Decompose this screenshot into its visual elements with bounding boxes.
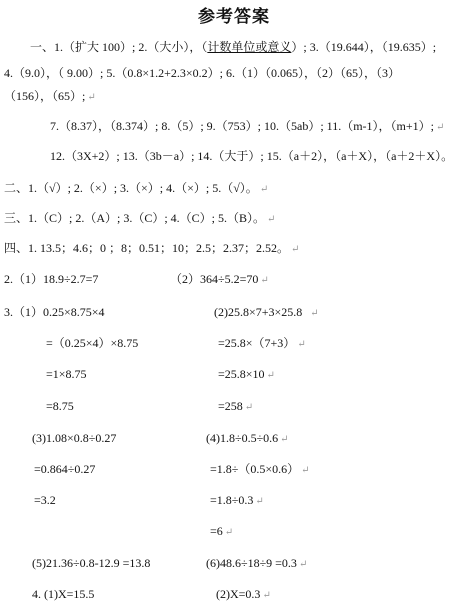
s4-line-2b-text: （2）364÷5.2=70	[170, 272, 259, 286]
s1-line-3	[4, 89, 96, 105]
calc-4-step-4-text: =6	[210, 524, 223, 538]
calc-4-step-1	[206, 431, 289, 447]
return-mark-icon: ↵	[87, 92, 96, 103]
calc-1-step-3: =1×8.75	[46, 367, 87, 381]
s1-line-4	[50, 119, 444, 135]
s4-line-1	[4, 241, 299, 257]
s4-line-2b	[170, 272, 269, 288]
calc-3-step-2: =0.864÷0.27	[34, 462, 96, 476]
s3-text: 三、1.（C）; 2.（A）; 3.（C）; 4.（C）; 5.（B）。	[4, 211, 266, 225]
s4-line-2a-text: 2.（1）18.9÷2.7=7	[4, 272, 99, 286]
s1-line-1-part-a: 一、1.（扩大 100）; 2.（大小），（	[30, 40, 208, 54]
calc-2-step-4-text: =258	[218, 399, 243, 413]
calc-5-line: (5)21.36÷0.8-12.9 =13.8	[32, 556, 151, 570]
calc-6-line	[206, 556, 307, 572]
calc-1-step-4: =8.75	[46, 399, 74, 413]
s1-line-1	[30, 40, 436, 54]
calc-1-step-1: 3.（1）0.25×8.75×4	[4, 305, 105, 319]
calc-2-step-4	[218, 399, 253, 415]
equation-1-line: 4. (1)X=15.5	[32, 587, 95, 601]
s1-line-1-underlined: 计数单位或意义	[207, 40, 292, 54]
calc-2-step-2-text: =25.8×（7+3）	[218, 336, 296, 350]
calc-2-step-3	[218, 367, 275, 383]
return-mark-icon: ↵	[262, 590, 271, 601]
return-mark-icon: ↵	[255, 496, 264, 507]
calc-3-step-3: =3.2	[34, 493, 56, 507]
s1-line-5-text: 12.（3X+2）; 13.（3b－a）; 14.（大于）; 15.（a＋2），（a＋X），（a＋2＋X）。	[50, 149, 454, 163]
s1-line-2	[4, 66, 400, 80]
equation-2-line	[216, 587, 271, 603]
calc-4-step-2	[210, 462, 310, 478]
s2-line	[4, 181, 268, 197]
calc-4-step-1-text: (4)1.8÷0.5÷0.6	[206, 431, 279, 445]
page-title: 参考答案	[198, 7, 270, 27]
calc-4-step-3	[210, 493, 264, 509]
return-mark-icon: ↵	[435, 122, 445, 133]
return-mark-icon: ↵	[310, 308, 319, 319]
return-mark-icon: ↵	[259, 184, 269, 195]
calc-2-step-2	[218, 336, 306, 352]
return-mark-icon: ↵	[260, 275, 269, 286]
calc-4-step-4	[210, 524, 233, 540]
equation-2-text: (2)X=0.3	[216, 587, 261, 601]
return-mark-icon: ↵	[224, 527, 234, 538]
return-mark-icon: ↵	[297, 339, 306, 350]
s1-line-1-part-c: ）; 3.（19.644），（19.635）;	[291, 40, 437, 54]
return-mark-icon: ↵	[280, 434, 289, 445]
s4-line-2a	[4, 272, 98, 286]
calc-4-step-3-text: =1.8÷0.3	[210, 493, 254, 507]
s3-line	[4, 211, 275, 227]
calc-2-step-3-text: =25.8×10	[218, 367, 265, 381]
s1-line-4-text: 7.（8.37），（8.374）; 8.（5）; 9.（753）; 10.（5ab）; 11.（m-1），（m+1）;	[50, 119, 434, 133]
return-mark-icon: ↵	[301, 465, 310, 476]
calc-2-step-1-text: (2)25.8×7+3×25.8	[214, 305, 303, 319]
s4-line-1-text: 四、1. 13.5；4.6；0 ；8；0.51；10；2.5；2.37；2.52。	[4, 241, 290, 255]
calc-2-step-1	[214, 305, 319, 321]
calc-4-step-2-text: =1.8÷（0.5×0.6）	[210, 462, 300, 476]
return-mark-icon: ↵	[267, 214, 276, 225]
s2-text: 二、1.（√）; 2.（×）; 3.（×）; 4.（×）; 5.（√）。	[4, 181, 258, 195]
s1-line-5	[50, 149, 453, 163]
s1-line-3-text: （156），（65）;	[4, 89, 86, 103]
calc-1-step-2: =（0.25×4）×8.75	[46, 336, 139, 350]
calc-3-step-1: (3)1.08×0.8÷0.27	[32, 431, 117, 445]
return-mark-icon: ↵	[298, 559, 308, 570]
return-mark-icon: ↵	[291, 244, 300, 255]
s1-line-2-text: 4.（9.0），（ 9.00）; 5.（0.8×1.2+2.3×0.2）; 6.（1）（0.065），（2）（65），（3）	[4, 66, 400, 80]
return-mark-icon: ↵	[266, 370, 275, 381]
calc-6-text: (6)48.6÷18÷9 =0.3	[206, 556, 297, 570]
return-mark-icon: ↵	[244, 402, 254, 413]
